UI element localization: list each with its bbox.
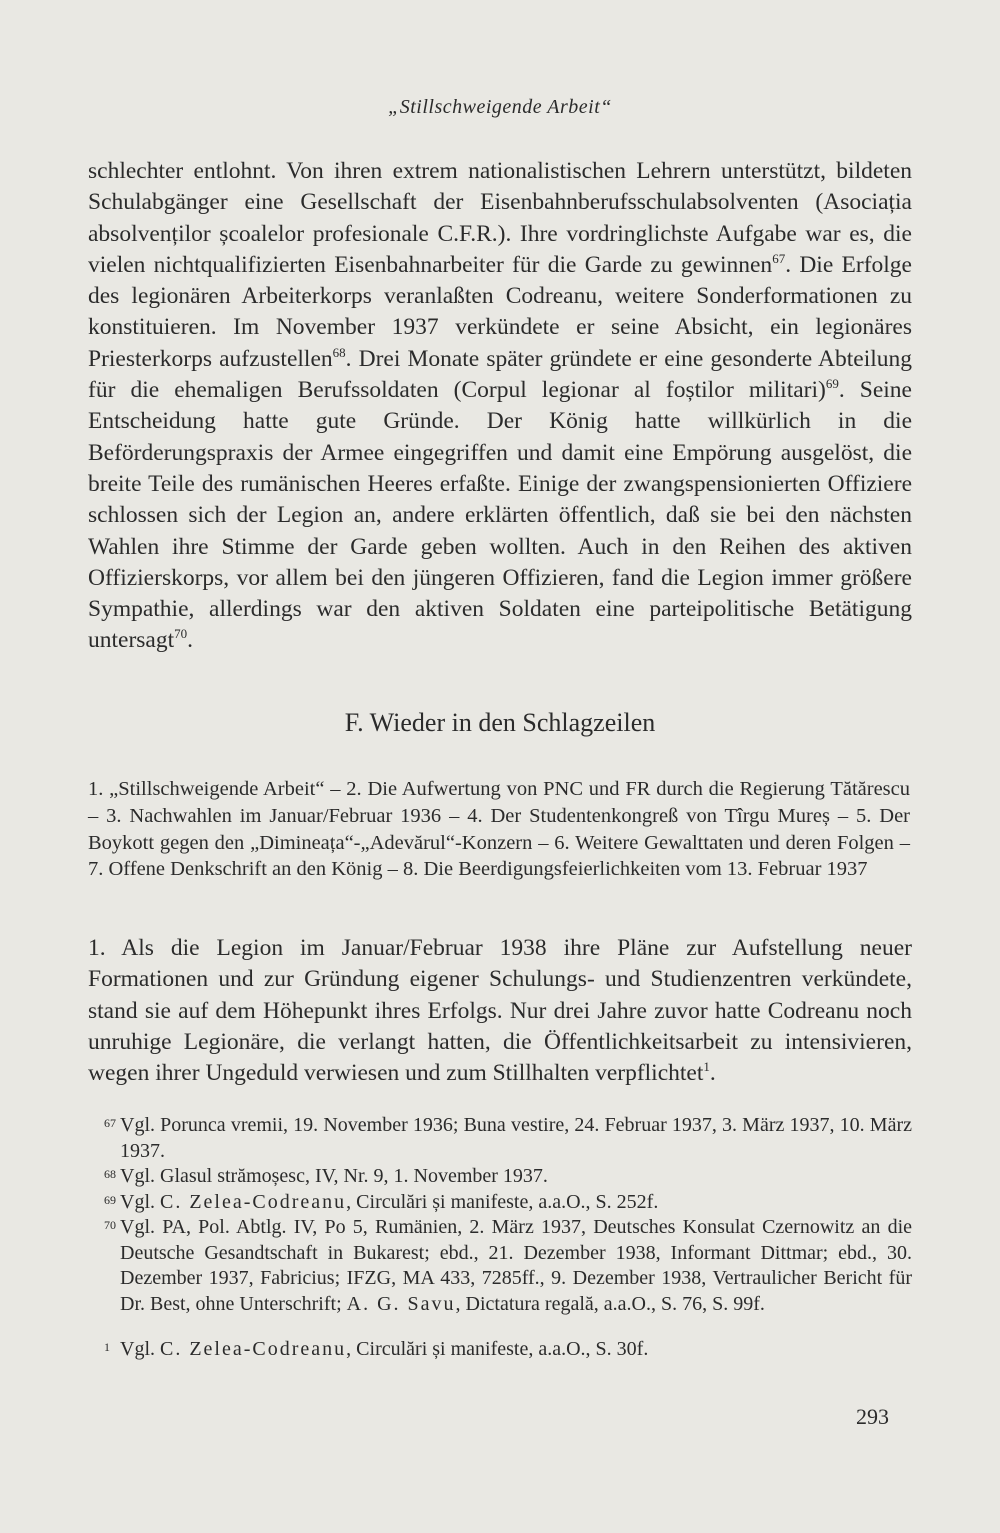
footnote-67 <box>88 1113 912 1164</box>
footnote-ref[interactable]: 69 <box>825 376 839 392</box>
footnote-ref[interactable]: 70 <box>174 626 188 642</box>
footnote-text: , Circulări și manifeste, a.a.O., S. 30f. <box>346 1338 649 1360</box>
footnote-ref[interactable]: 68 <box>332 344 346 360</box>
body-text-part: . <box>187 627 194 654</box>
footnote-number: 70 <box>104 1218 116 1232</box>
footnote-ref[interactable]: 67 <box>772 250 786 266</box>
footnote-68 <box>88 1164 912 1190</box>
footnote-text: , Circulări și manifeste, a.a.O., S. 252f. <box>346 1190 659 1213</box>
footnote-author: A. G. Savu <box>346 1292 456 1315</box>
footnote-text: Vgl. PA, Pol. Abtlg. IV, Po 5, Rumänien, 2. März 1937, Deutsches Konsulat Czernowitz an die Deutsche Gesandtschaft in Bukarest; ebd., 21. Dezember 1938, Informant Dittmar; ebd., 30. Dezember 1937, Fabricius; IFZG, MA 433, 7285ff., 9. Dezember 1938, Vertraulicher Bericht für Dr. Best, ohne Unterschrift; <box>120 1216 912 1315</box>
chapter-synopsis: 1. „Stillschweigende Arbeit“ – 2. Die Aufwertung von PNC und FR durch die Regierung Tătărescu – 3. Nachwahlen im Januar/Februar 1936 – 4. Der Studentenkongreß von Tîrgu Mureș – 5. Der Boykott gegen den „Dimineața“-„Adevărul“-Konzern – 6. Weitere Gewalttaten und deren Folgen – 7. Offene Denkschrift an den König – 8. Die Beerdigungsfeierlichkeiten vom 13. Februar 1937 <box>88 778 910 881</box>
footnote-70 <box>88 1215 912 1317</box>
footnote-1 <box>88 1337 912 1363</box>
footnote-number: 1 <box>104 1340 110 1354</box>
footnote-text: Vgl. <box>120 1338 160 1360</box>
body-text-part: . Die Erfolge des legionären Arbeiterkorps veranlaßten Codreanu, weitere Sonderformationen zu konstituieren. Im November 1937 verkündete er seine Absicht, ein legionäres Priesterkorps aufzustellen <box>88 251 912 372</box>
footnote-separator <box>88 1317 912 1337</box>
footnote-ref[interactable]: 1 <box>703 1059 710 1075</box>
body-text-part: . Drei Monate später gründete er eine gesonderte Abteilung für die ehemaligen Berufssoldaten (Corpul legionar al foștilor militari) <box>88 345 912 404</box>
footnote-number: 67 <box>104 1116 116 1130</box>
footnote-text: Vgl. <box>120 1190 160 1213</box>
footnote-69 <box>88 1190 912 1216</box>
paragraph-end: . <box>709 1060 716 1087</box>
body-text-part: . Seine Entscheidung hatte gute Gründe. Der König hatte willkürlich in die Beförderungspraxis der Armee eingegriffen und damit eine Empörung ausgelöst, die breite Teile des rumänischen Heeres erfaßte. Einige der zwangspensionierten Offiziere schlossen sich der Legion an, andere erklärten öffentlich, daß sie bei den nächsten Wahlen ihre Stimme der Garde geben wollten. Auch in den Reihen des aktiven Offizierskorps, vor allem bei den jüngeren Offizieren, fand die Legion immer größere Sympathie, allerdings war den aktiven Soldaten eine parteipolitische Betätigung untersagt <box>88 377 912 654</box>
footnote-number: 68 <box>104 1167 116 1181</box>
running-head: „Stillschweigende Arbeit“ <box>388 96 612 118</box>
page-number: 293 <box>856 1404 889 1429</box>
section-heading: F. Wieder in den Schlagzeilen <box>344 708 656 737</box>
footnote-text: Vgl. Glasul strămoșesc, IV, Nr. 9, 1. November 1937. <box>120 1165 548 1187</box>
body-text-part: schlechter entlohnt. Von ihren extrem nationalistischen Lehrern unterstützt, bildeten Schulabgänger eine Gesellschaft der Eisenbahnberufsschulabsolventen (Asociația absolvenților școalelor profesionale C.F.R.). Ihre vordringlichste Aufgabe war es, die vielen nichtqualifizierten Eisenbahnarbeiter für die Garde zu gewinnen <box>88 158 912 278</box>
footnotes <box>88 1113 912 1363</box>
section-paragraph <box>88 933 912 1089</box>
footnote-author: C. Zelea-Codreanu <box>160 1190 347 1213</box>
footnote-author: C. Zelea-Codreanu <box>160 1338 347 1360</box>
body-paragraph <box>88 156 912 657</box>
footnote-number: 69 <box>104 1192 116 1207</box>
footnote-text: Vgl. Poruncа vremii, 19. November 1936; Buna vestire, 24. Februar 1937, 3. März 1937, 10. März 1937. <box>120 1114 912 1162</box>
footnote-text: , Dictatura regală, a.a.O., S. 76, S. 99f. <box>455 1292 765 1315</box>
paragraph-text: 1. Als die Legion im Januar/Februar 1938 ihre Pläne zur Aufstellung neuer Formationen und zur Gründung eigener Schulungs- und Studienzentren verkündete, stand sie auf dem Höhepunkt ihres Erfolgs. Nur drei Jahre zuvor hatte Codreanu noch unruhige Legionäre, die verlangt hatten, die Öffentlichkeitsarbeit zu intensivieren, wegen ihrer Ungeduld verwiesen und zum Stillhalten verpflichtet <box>88 935 912 1087</box>
